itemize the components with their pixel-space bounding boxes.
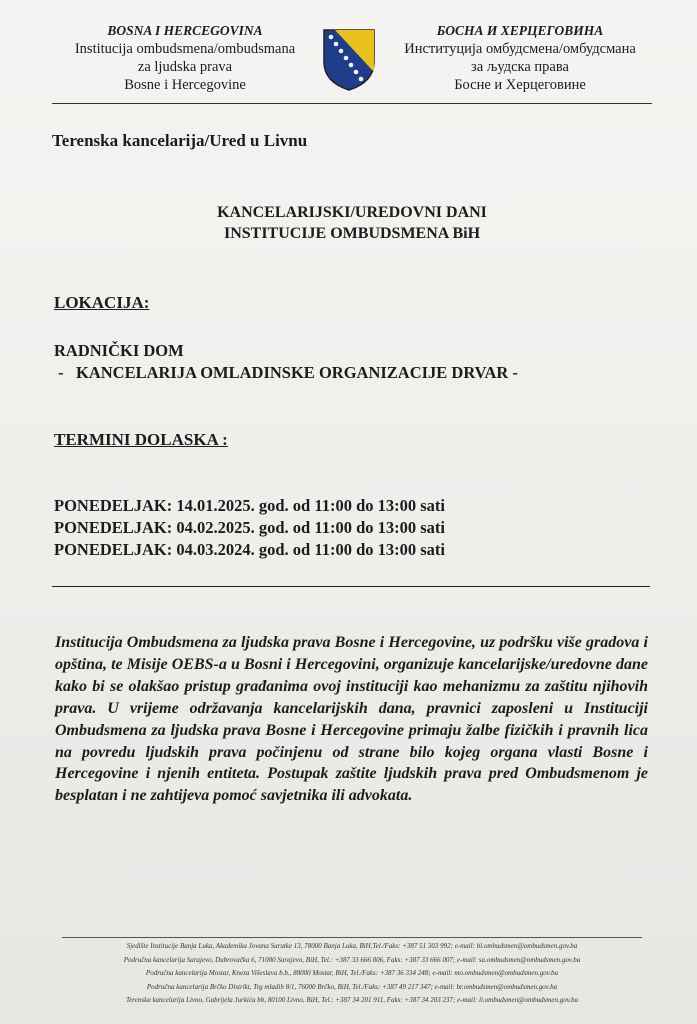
footer-line: Područna kancelarija Sarajevo, Dubrovačka 6, 71000 Sarajevo, BiH, Tel.: +387 33 666 006, Faks: +387 33 666 007; e-mail: sa.ombudsmen@ombudsmen.gov.ba: [123, 955, 581, 964]
schedule-date: PONEDELJAK: 04.03.2024. god. od 11:00 do 13:00 sati: [54, 540, 445, 559]
footer-line: Terenska kancelarija Livno, Gabrijela Jurkića bb, 80100 Livno, BiH, Tel.: +387 34 201 911, Faks: +387 34 203 237; e-mail: li.ombudsmen@ombudsmen.gov.ba: [125, 996, 579, 1004]
header-right-line: Институција омбудсмена/омбудсмана: [404, 41, 636, 57]
header-right-cyrillic: [385, 22, 655, 94]
schedule-date: PONEDELJAK: 14.01.2025. god. od 11:00 do 13:00 sati: [54, 496, 445, 515]
document-title: [52, 202, 652, 244]
header-left-title: BOSNA I HERCEGOVINA: [107, 23, 263, 38]
location-line: RADNIČKI DOM: [54, 341, 184, 360]
office-name: Terenska kancelarija/Ured u Livnu: [52, 131, 308, 150]
header-right-title: БОСНА И ХЕРЦЕГОВИНА: [436, 23, 604, 38]
header-left-latin: [50, 22, 320, 94]
header-left-line: za ljudska prava: [137, 59, 233, 75]
location-heading: LOKACIJA:: [54, 293, 150, 312]
section-divider: [52, 586, 650, 587]
location-line: - KANCELARIJA OMLADINSKE ORGANIZACIJE DRVAR -: [54, 363, 518, 382]
schedule-list: [54, 495, 445, 561]
schedule-date: PONEDELJAK: 04.02.2025. god. od 11:00 do 13:00 sati: [54, 518, 445, 537]
title-line: KANCELARIJSKI/UREDOVNI DANI: [217, 204, 487, 221]
footer-divider: [62, 937, 642, 938]
footer-line: Područna kancelarija Brčko Distrikt, Trg mladih 8/1, 76000 Brčko, BiH, Tel./Faks: +387 49 217 347; e-mail: br.ombudsmen@ombudsmen.gov.ba: [146, 982, 558, 991]
header-right-line: за људска права: [471, 59, 569, 75]
header-right-line: Босне и Херцеговине: [454, 77, 586, 93]
schedule-heading: TERMINI DOLASKA :: [54, 430, 228, 449]
header-left-line: Bosne i Hercegovine: [124, 77, 246, 93]
footer-contacts: [62, 940, 642, 1008]
footer-line: Područna kancelarija Mostar, Kneza Višeslava b.b., 88000 Mostar, BiH, Tel./Faks: +387 36 334 248; e-mail: mo.ombudsmen@ombudsmen.gov.ba: [145, 969, 559, 977]
title-line: INSTITUCIJE OMBUDSMENA BiH: [223, 225, 481, 242]
bih-coat-of-arms-icon: [320, 26, 378, 92]
body-paragraph: Institucija Ombudsmena za ljudska prava Bosne i Hercegovine, uz podršku više gradova i opština, te Misije OEBS-a u Bosni i Hercegovini, organizuje kancelarijske/uredovne dane kako bi se olakšao pristup građanima ovoj instituciji kao mehanizmu za zaštitu njihovih prava. U vrijeme održavanja kancelarijskih dana, pravnici zaposleni u Instituciji Ombudsmena za ljudska prava Bosne i Hercegovine primaju žalbe fizičkih i pravnih lica na povredu ljudskih prava počinjenu od strane bilo kojeg organa vlasti Bosne i Hercegovine i njenih entiteta. Postupak zaštite ljudskih prava pred Ombudsmenom je besplatan i ne zahtijeva pomoć savjetnika ili advokata.: [55, 634, 648, 805]
footer-line: Sjedište Institucije Banja Luka, Akademika Jovana Surutke 13, 78000 Banja Luka, BiH,Tel./Faks: +387 51 303 992; e-mail: bl.ombudsmen@ombudsmen.gov.ba: [126, 942, 578, 950]
header-left-line: Institucija ombudsmena/ombudsmana: [74, 41, 296, 57]
header-divider: [52, 103, 652, 104]
